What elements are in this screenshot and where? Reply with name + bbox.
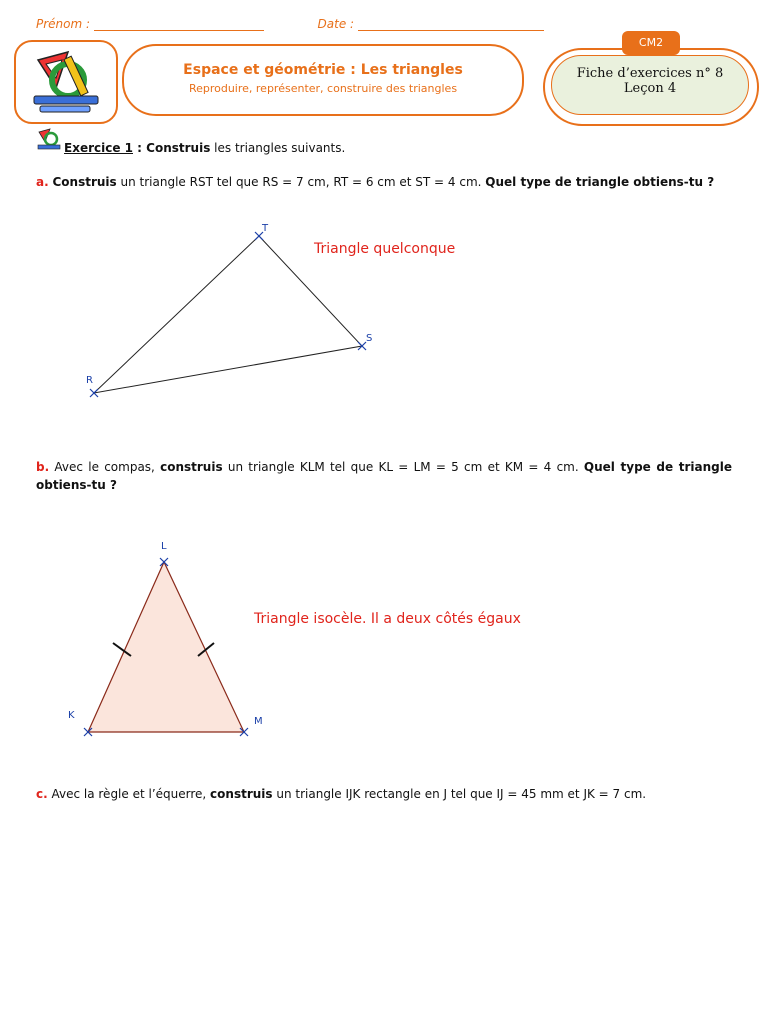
page-title: Espace et géométrie : Les triangles bbox=[183, 62, 463, 78]
question-a bbox=[36, 173, 732, 191]
exercise-instruction: les triangles suivants. bbox=[210, 141, 346, 155]
question-a-letter: a. bbox=[36, 175, 49, 189]
point-label-t: T bbox=[262, 223, 269, 234]
answer-a: Triangle quelconque bbox=[314, 241, 456, 257]
fiche-number: Fiche d’exercices n° 8 bbox=[576, 66, 724, 81]
question-c-intro: Avec la règle et l’équerre, bbox=[47, 787, 211, 801]
prenom-label: Prénom : bbox=[36, 17, 91, 31]
question-c-verb: construis bbox=[210, 787, 273, 801]
point-label-l: L bbox=[161, 541, 167, 552]
triangle-klm bbox=[88, 562, 244, 732]
question-b-intro: Avec le compas, bbox=[49, 460, 161, 474]
date-field[interactable] bbox=[358, 16, 544, 31]
name-date-line bbox=[36, 16, 544, 31]
level-badge: CM2 bbox=[622, 31, 680, 55]
fiche-box bbox=[551, 55, 749, 115]
lesson-number: Leçon 4 bbox=[623, 81, 677, 96]
exercise-colon: : bbox=[133, 141, 147, 155]
question-c-text: un triangle IJK rectangle en J tel que IJ = 45 mm et JK = 7 cm. bbox=[272, 787, 647, 801]
point-label-m: M bbox=[254, 716, 263, 727]
question-c-letter: c. bbox=[36, 787, 48, 801]
question-b-text: un triangle KLM tel que KL = LM = 5 cm et KM = 4 cm. bbox=[222, 460, 584, 474]
title-banner bbox=[122, 44, 524, 116]
triangle-rst bbox=[94, 236, 362, 393]
prenom-field[interactable] bbox=[94, 16, 264, 31]
question-b-question: Quel type de triangle obtiens-tu ? bbox=[36, 460, 733, 492]
geometry-tools-icon bbox=[16, 42, 116, 122]
date-label: Date : bbox=[317, 17, 355, 31]
triangle-rst-figure bbox=[0, 210, 500, 410]
exercise-label: Exercice 1 bbox=[64, 141, 133, 155]
question-b bbox=[36, 458, 732, 494]
question-a-verb: Construis bbox=[52, 175, 117, 189]
exercise-verb: Construis bbox=[146, 141, 211, 155]
geometry-tools-small-icon bbox=[36, 128, 62, 152]
question-b-verb: construis bbox=[160, 460, 223, 474]
question-a-question: Quel type de triangle obtiens-tu ? bbox=[485, 175, 715, 189]
triangle-klm-figure bbox=[0, 530, 320, 750]
logo-box bbox=[14, 40, 118, 124]
question-c bbox=[36, 785, 732, 803]
answer-b: Triangle isocèle. Il a deux côtés égaux bbox=[254, 611, 521, 627]
point-label-r: R bbox=[86, 375, 93, 386]
point-label-s: S bbox=[366, 333, 373, 344]
question-a-text: un triangle RST tel que RS = 7 cm, RT = 6 cm et ST = 4 cm. bbox=[116, 175, 486, 189]
question-b-letter: b. bbox=[36, 460, 50, 474]
point-label-k: K bbox=[68, 710, 75, 721]
exercise-heading bbox=[64, 139, 345, 157]
page-subtitle: Reproduire, représenter, construire des triangles bbox=[188, 82, 458, 95]
